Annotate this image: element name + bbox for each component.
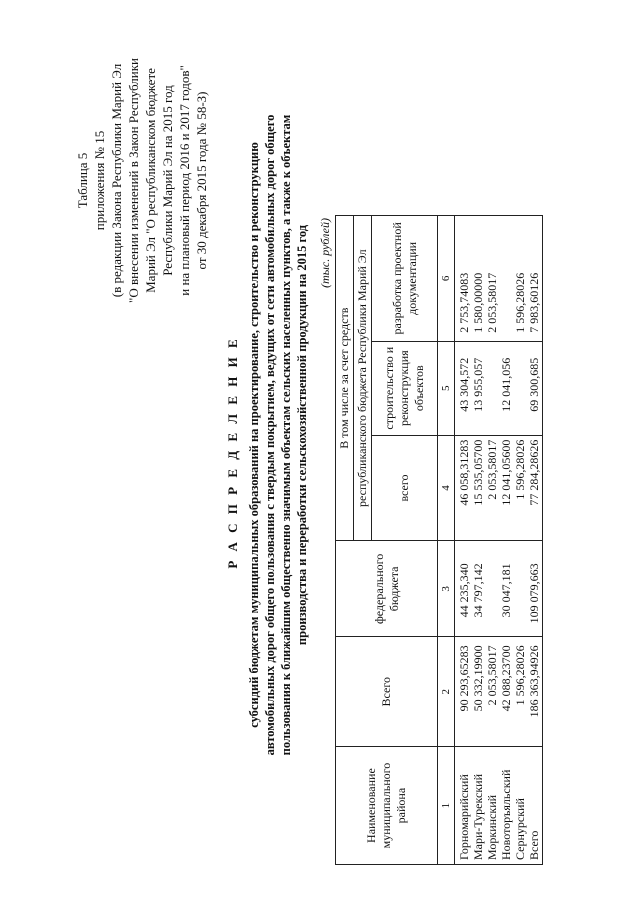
column-number: 1 <box>438 747 455 865</box>
district-name: Всего <box>527 830 541 860</box>
design-value: 1 580,00000 <box>471 272 485 333</box>
rep-total-value: 2 053,58017 <box>485 439 499 500</box>
rep-total-value: 12 041,05600 <box>499 439 513 506</box>
construction-value <box>485 358 499 431</box>
rep-total-value: 1 596,28026 <box>513 439 527 500</box>
header-line: Республики Марий Эл на 2015 год <box>160 85 175 276</box>
col-header-rep-total: всего <box>372 435 438 541</box>
col-header-federal: федерального бюджета <box>336 541 438 637</box>
total-value: 42 088,23700 <box>499 645 513 712</box>
appendix-header <box>74 58 210 303</box>
header-line: "О внесении изменений в Закон Республики <box>126 58 141 303</box>
rep-total-value: 77 284,28626 <box>527 439 541 506</box>
total-value: 186 363,94926 <box>527 645 541 718</box>
group-header: В том числе за счет средств <box>336 216 354 541</box>
distribution-table <box>335 215 543 865</box>
column-number: 2 <box>438 637 455 747</box>
federal-value: 30 047,181 <box>499 563 513 618</box>
district-name: Моркинский <box>485 794 499 860</box>
construction-value: 69 300,685 <box>527 357 541 412</box>
federal-value <box>485 563 499 632</box>
col-header-district: Наименование муниципального района <box>336 747 438 865</box>
rep-total-value: 46 058,31283 <box>457 439 471 506</box>
federal-value: 109 079,663 <box>527 563 541 624</box>
document-subtitle <box>246 85 310 785</box>
col-header-design: разработка проектной документации <box>372 216 438 342</box>
column-number-row <box>438 216 455 865</box>
units-label: (тыс. рублей) <box>318 218 332 288</box>
total-value: 2 053,58017 <box>485 645 499 706</box>
design-value: 2 053,58017 <box>485 272 499 333</box>
design-values-cell <box>455 216 543 342</box>
column-number: 5 <box>438 341 455 435</box>
construction-value: 43 304,572 <box>457 357 471 412</box>
design-value: 7 983,60126 <box>527 272 541 333</box>
subgroup-header: республиканского бюджета Республики Марий Эл <box>354 216 372 541</box>
document-title: Р А С П Р Е Д Е Л Е Н И Е <box>225 336 240 569</box>
total-value: 90 293,65283 <box>457 645 471 712</box>
construction-values-cell <box>455 341 543 435</box>
federal-value: 44 235,340 <box>457 563 471 618</box>
federal-values-cell <box>455 541 543 637</box>
header-line: Марий Эл "О республиканском бюджете <box>143 68 158 293</box>
col-header-total: Всего <box>336 637 438 747</box>
header-line: приложения № 15 <box>92 130 107 231</box>
rep-total-values-cell <box>455 435 543 541</box>
design-value: 2 753,74083 <box>457 272 471 333</box>
subtitle-line: пользования к ближайшим общественно значимым объектам сельских населенных пунктов, а также к объектам <box>279 114 293 756</box>
district-name: Новоторъяльский <box>499 769 513 860</box>
district-names-cell <box>455 747 543 865</box>
total-values-cell <box>455 637 543 747</box>
federal-value: 34 797,142 <box>471 563 485 618</box>
column-number: 3 <box>438 541 455 637</box>
construction-value: 13 955,057 <box>471 357 485 412</box>
federal-value <box>513 563 527 632</box>
total-value: 1 596,28026 <box>513 645 527 706</box>
district-name: Сернурский <box>513 798 527 860</box>
district-name: Горномарийский <box>457 774 471 860</box>
header-line: (в редакции Закона Республики Марий Эл <box>109 63 124 298</box>
subtitle-line: субсидий бюджетам муниципальных образований на проектирование, строительство и реконструкцию <box>247 142 261 728</box>
design-value: 1 596,28026 <box>513 272 527 333</box>
design-value <box>499 220 513 333</box>
header-line: от 30 декабря 2015 года № 58-З) <box>194 91 209 270</box>
header-line: и на плановый период 2016 и 2017 годов" <box>177 65 192 296</box>
construction-value <box>513 358 527 431</box>
district-name: Мари-Турекский <box>471 773 485 860</box>
column-number: 6 <box>438 216 455 342</box>
subtitle-line: производства и переработки сельскохозяйственной продукции на 2015 год <box>295 224 309 646</box>
column-number: 4 <box>438 435 455 541</box>
subtitle-line: автомобильных дорог общего пользования с твердым покрытием, ведущих от сети автомобильных дорог общего <box>263 114 277 756</box>
total-value: 50 332,19900 <box>471 645 485 712</box>
header-line: Таблица 5 <box>75 152 90 209</box>
construction-value: 12 041,056 <box>499 357 513 412</box>
col-header-construction: строительство и реконструкция объектов <box>372 341 438 435</box>
rep-total-value: 15 535,05700 <box>471 439 485 506</box>
